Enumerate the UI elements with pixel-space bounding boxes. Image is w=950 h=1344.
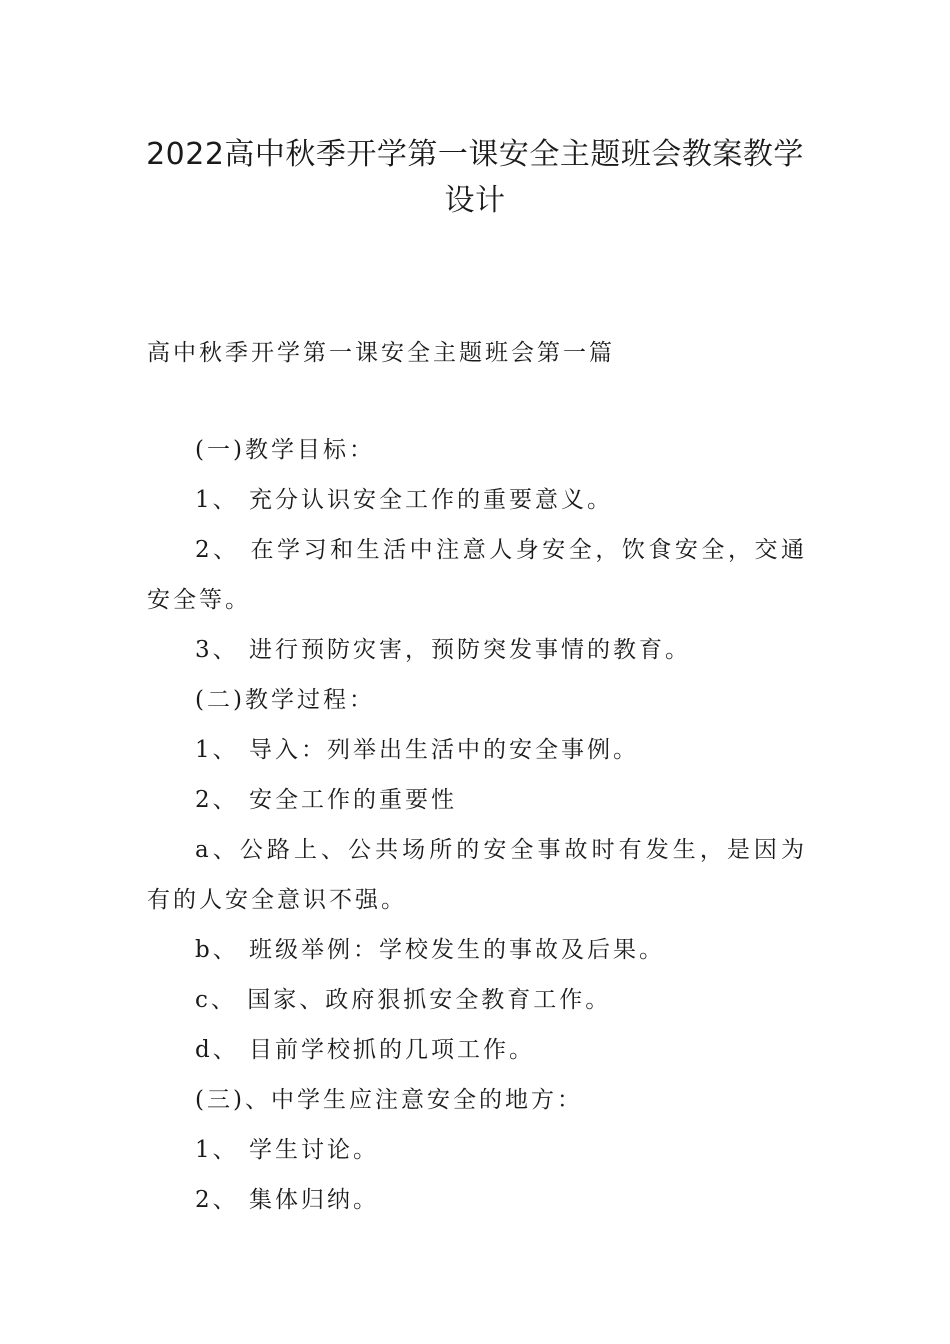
list-item: 1、 充分认识安全工作的重要意义。: [195, 487, 613, 513]
list-item: 1、 学生讨论。: [195, 1137, 379, 1163]
list-item: c、 国家、政府狠抓安全教育工作。: [195, 987, 612, 1013]
list-item: 3、 进行预防灾害，预防突发事情的教育。: [195, 637, 691, 663]
list-item: d、 目前学校抓的几项工作。: [195, 1037, 536, 1063]
list-item: 2、 集体归纳。: [195, 1187, 379, 1213]
document-title: 2022高中秋季开学第一课安全主题班会教案教学设计: [146, 137, 804, 218]
heading-teaching-goals: (一)教学目标：: [195, 437, 375, 463]
list-item: 2、 在学习和生活中注意人身安全，饮食安全，交通安全等。: [147, 537, 807, 613]
section-heading: 高中秋季开学第一课安全主题班会第一篇: [147, 340, 615, 366]
list-item: 1、 导入：列举出生活中的安全事例。: [195, 737, 639, 763]
list-item: a、公路上、公共场所的安全事故时有发生，是因为有的人安全意识不强。: [147, 837, 807, 913]
document-body: [147, 425, 807, 1225]
list-item: 2、 安全工作的重要性: [195, 787, 457, 813]
heading-teaching-process: (二)教学过程：: [195, 687, 375, 713]
list-item: b、 班级举例：学校发生的事故及后果。: [195, 937, 666, 963]
heading-safety-places: (三)、中学生应注意安全的地方：: [195, 1087, 583, 1113]
